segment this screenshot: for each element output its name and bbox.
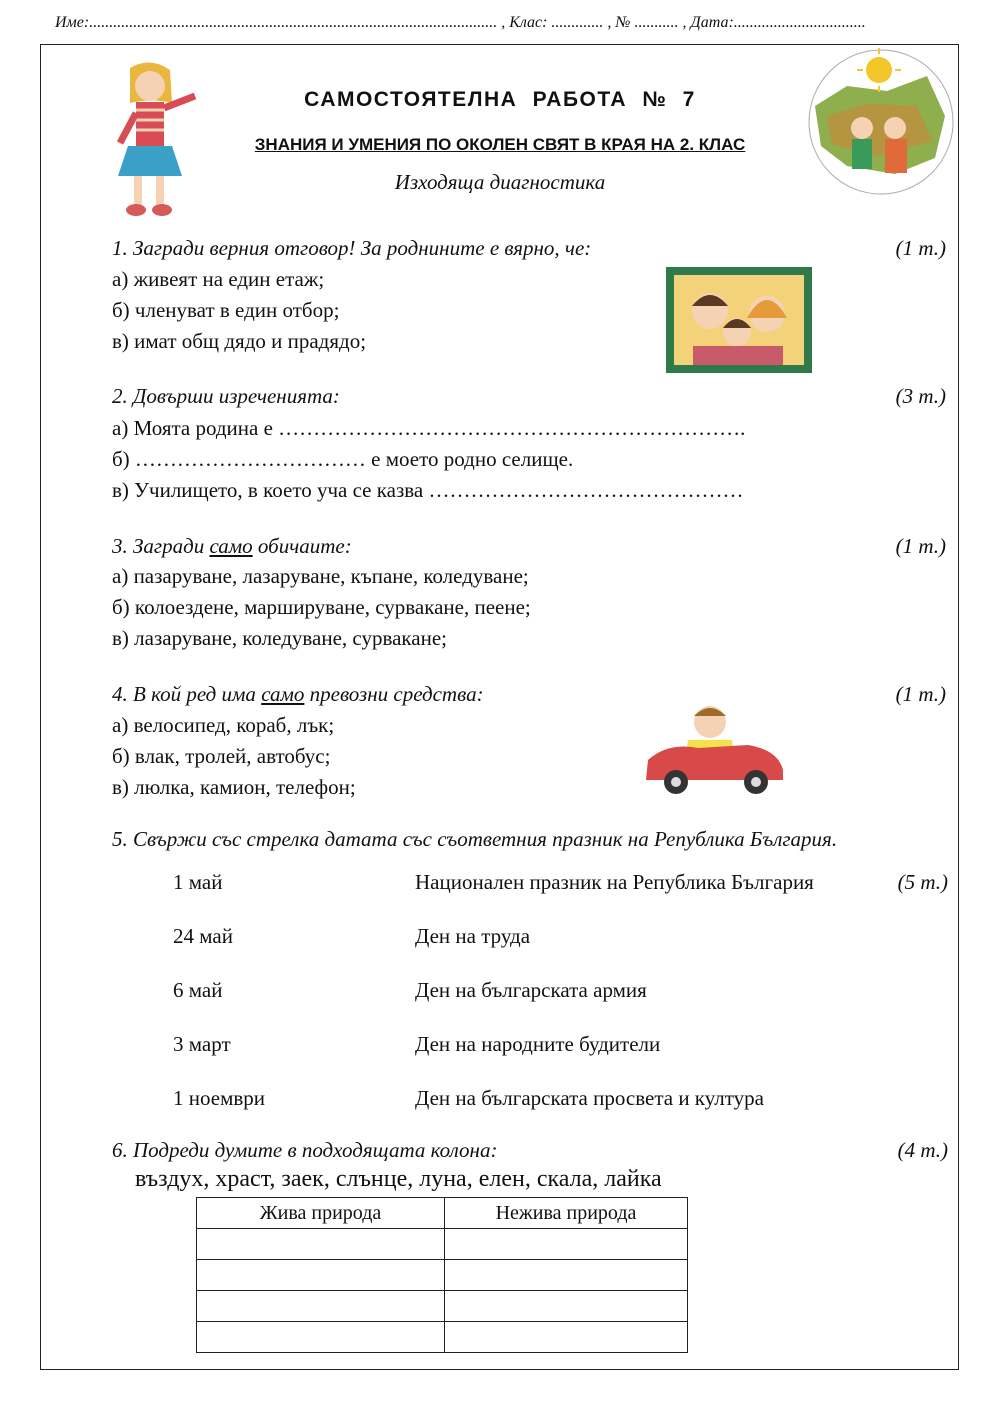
worksheet-subtitle: ЗНАНИЯ И УМЕНИЯ ПО ОКОЛЕН СВЯТ В КРАЯ НА 2. КЛАС <box>254 135 746 154</box>
question-4-answer-c[interactable]: в) люлка, камион, телефон; <box>112 775 356 799</box>
column-header-living: Жива природа <box>197 1198 445 1229</box>
question-2-line-b[interactable]: б) …………………………… е моето родно селище. <box>112 447 574 471</box>
question-2-line-c[interactable]: в) Училището, в което уча се казва ……………………………………… <box>112 478 744 502</box>
diagnostic-label: Изходяща диагностика <box>394 170 606 194</box>
word-list: въздух, храст, заек, слънце, луна, елен, скала, лайка <box>135 1166 662 1192</box>
table-row <box>197 1260 688 1291</box>
table-cell-living[interactable] <box>197 1322 445 1353</box>
holiday-item-4[interactable]: Ден на народните будители <box>415 1032 661 1056</box>
question-4-text <box>112 682 484 707</box>
question-5-points: (5 т.) <box>897 870 948 894</box>
question-5-text: 5. Свържи със стрелка датата със съответния празник на Република България. <box>112 827 838 851</box>
question-3-answer-b[interactable]: б) колоездене, маршируване, сурвакане, пеене; <box>112 595 531 619</box>
table-cell-living[interactable] <box>197 1260 445 1291</box>
table-cell-nonliving[interactable] <box>445 1322 688 1353</box>
worksheet-title: САМОСТОЯТЕЛНА РАБОТА № 7 <box>304 88 696 111</box>
question-4-answer-b[interactable]: б) влак, тролей, автобус; <box>112 744 331 768</box>
question-6-points: (4 т.) <box>897 1138 948 1162</box>
question-1-text: 1. Загради верния отговор! За роднините е вярно, че: <box>112 236 592 260</box>
student-info-line: Име:...................................................................................................... , Клас: ............. , № ........... , Дата:................................. <box>55 14 866 31</box>
family-photo-illustration <box>665 266 813 374</box>
question-3-answer-a[interactable]: а) пазаруване, лазаруване, къпане, коледуване; <box>112 564 529 588</box>
holiday-item-5[interactable]: Ден на българската просвета и култура <box>415 1086 764 1110</box>
table-row <box>197 1322 688 1353</box>
bulgaria-map-illustration <box>807 46 955 198</box>
question-3-points: (1 т.) <box>895 534 946 558</box>
car-boy-illustration <box>638 700 788 798</box>
question-1-answer-b[interactable]: б) членуват в един отбор; <box>112 298 340 322</box>
question-1-answer-a[interactable]: а) живеят на един етаж; <box>112 267 325 291</box>
table-row <box>197 1229 688 1260</box>
question-3-pre: 3. Загради <box>112 534 210 558</box>
date-item-2[interactable]: 24 май <box>173 924 233 948</box>
question-2-points: (3 т.) <box>895 384 946 408</box>
column-header-nonliving: Нежива природа <box>445 1198 688 1229</box>
question-3-answer-c[interactable]: в) лазаруване, коледуване, сурвакане; <box>112 626 448 650</box>
table-header-row <box>197 1198 688 1229</box>
date-item-5[interactable]: 1 ноември <box>173 1086 266 1110</box>
table-cell-living[interactable] <box>197 1229 445 1260</box>
table-cell-nonliving[interactable] <box>445 1291 688 1322</box>
holiday-item-3[interactable]: Ден на българската армия <box>415 978 647 1002</box>
holiday-item-2[interactable]: Ден на труда <box>415 924 531 948</box>
question-4-emphasis: само <box>261 682 305 706</box>
question-6-text: 6. Подреди думите в подходящата колона: <box>112 1138 498 1162</box>
table-cell-nonliving[interactable] <box>445 1229 688 1260</box>
girl-illustration <box>100 58 205 223</box>
date-item-1[interactable]: 1 май <box>173 870 223 894</box>
question-1-answer-c[interactable]: в) имат общ дядо и прадядо; <box>112 329 367 353</box>
question-1-points: (1 т.) <box>895 236 946 260</box>
question-4-post: превозни средства: <box>304 682 484 706</box>
question-3-text <box>112 534 352 559</box>
question-4-points: (1 т.) <box>895 682 946 706</box>
date-item-4[interactable]: 3 март <box>173 1032 231 1056</box>
holiday-item-1[interactable]: Национален празник на Република България <box>415 870 814 894</box>
question-2-text: 2. Довърши изреченията: <box>112 384 340 408</box>
question-4-pre: 4. В кой ред има <box>112 682 262 706</box>
sorting-table <box>196 1197 688 1353</box>
question-4-answer-a[interactable]: а) велосипед, кораб, лък; <box>112 713 335 737</box>
question-3-post: обичаите: <box>252 534 352 558</box>
table-row <box>197 1291 688 1322</box>
table-cell-living[interactable] <box>197 1291 445 1322</box>
question-2-line-a[interactable]: а) Моята родина е …………………………………………………………. <box>112 416 746 440</box>
date-item-3[interactable]: 6 май <box>173 978 223 1002</box>
question-3-emphasis: само <box>209 534 253 558</box>
table-cell-nonliving[interactable] <box>445 1260 688 1291</box>
